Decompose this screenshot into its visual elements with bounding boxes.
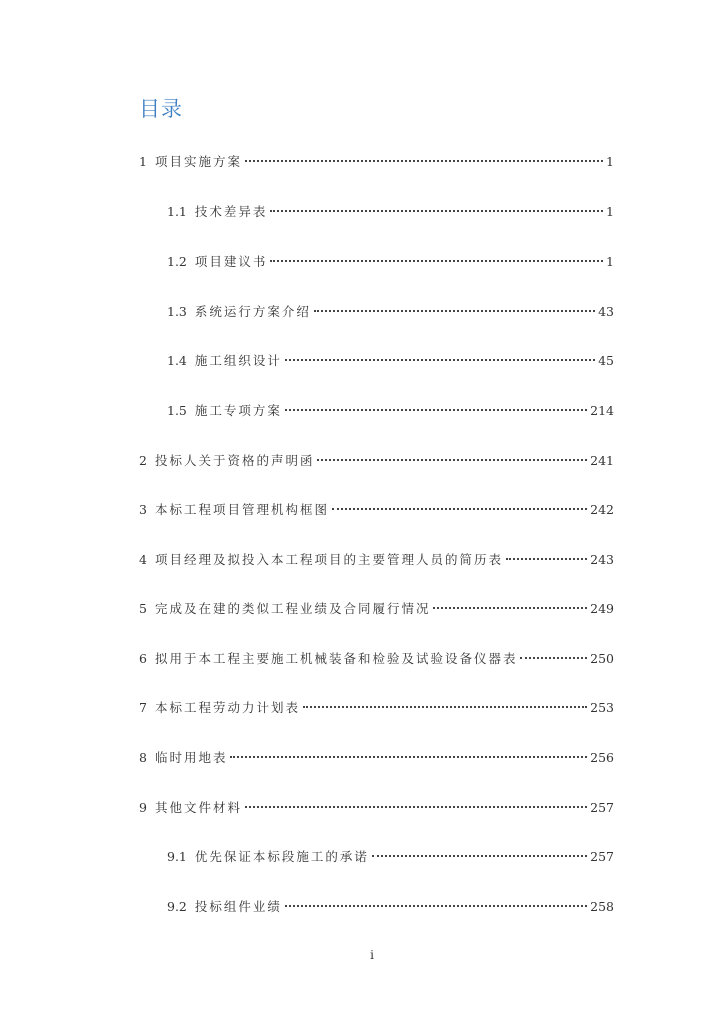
toc-entry-9-1[interactable]	[167, 847, 614, 867]
toc-entry-text: 拟用于本工程主要施工机械装备和检验及试验设备仪器表	[154, 651, 518, 666]
toc-title: 目录	[139, 97, 183, 121]
toc-entry-7[interactable]	[139, 698, 614, 718]
toc-entry-text: 项目经理及拟投入本工程项目的主要管理人员的简历表	[154, 552, 503, 567]
dot-leader	[285, 409, 587, 411]
toc-entry-page: 256	[590, 750, 614, 765]
dot-leader	[332, 508, 587, 510]
toc-entry-number: 2	[139, 453, 147, 468]
toc-entry-page: 243	[590, 552, 614, 567]
toc-entry-8[interactable]	[139, 748, 614, 768]
toc-entry-4[interactable]	[139, 550, 614, 570]
dot-leader	[433, 607, 587, 609]
toc-entry-text: 投标人关于资格的声明函	[154, 453, 315, 468]
toc-entry-number: 1.4	[167, 353, 187, 368]
dot-leader	[314, 310, 595, 312]
dot-leader	[317, 459, 587, 461]
toc-entry-page: 249	[590, 601, 614, 616]
toc-entry-page: 1	[606, 204, 614, 219]
dot-leader	[230, 756, 587, 758]
toc-entry-1-3[interactable]	[167, 302, 614, 322]
toc-entry-page: 258	[590, 899, 614, 914]
toc-entry-number: 1	[139, 154, 147, 169]
toc-entry-number: 8	[139, 750, 147, 765]
toc-entry-1-2[interactable]	[167, 252, 614, 272]
dot-leader	[245, 806, 587, 808]
toc-entry-1-4[interactable]	[167, 351, 614, 371]
toc-entry-number: 7	[139, 700, 147, 715]
toc-entry-text: 施工组织设计	[194, 353, 282, 368]
toc-entry-number: 1.2	[167, 254, 187, 269]
toc-entry-page: 214	[590, 403, 614, 418]
toc-entry-number: 6	[139, 651, 147, 666]
toc-entry-text: 系统运行方案介绍	[194, 304, 311, 319]
dot-leader	[372, 855, 587, 857]
toc-entry-page: 257	[590, 849, 614, 864]
toc-entry-number: 9.2	[167, 899, 187, 914]
toc-entry-page: 45	[598, 353, 614, 368]
toc-entry-text: 施工专项方案	[194, 403, 282, 418]
toc-entry-text: 本标工程项目管理机构框图	[154, 502, 329, 517]
toc-entry-page: 253	[590, 700, 614, 715]
toc-entry-1[interactable]	[139, 152, 614, 172]
dot-leader	[303, 706, 587, 708]
toc-entry-number: 9.1	[167, 849, 187, 864]
toc-entry-number: 4	[139, 552, 147, 567]
toc-entry-6[interactable]	[139, 649, 614, 669]
toc-entry-3[interactable]	[139, 500, 614, 520]
toc-entry-page: 242	[590, 502, 614, 517]
toc-entry-text: 投标组件业绩	[194, 899, 282, 914]
toc-entry-1-1[interactable]	[167, 202, 614, 222]
dot-leader	[270, 210, 603, 212]
toc-entry-text: 技术差异表	[194, 204, 268, 219]
toc-entry-text: 项目建议书	[194, 254, 268, 269]
toc-entry-5[interactable]	[139, 599, 614, 619]
toc-entry-1-5[interactable]	[167, 401, 614, 421]
page-number: i	[370, 948, 374, 962]
toc-entry-9[interactable]	[139, 798, 614, 818]
toc-entry-number: 1.1	[167, 204, 187, 219]
toc-entry-number: 5	[139, 601, 147, 616]
toc-entry-text: 本标工程劳动力计划表	[154, 700, 300, 715]
toc-entry-2[interactable]	[139, 451, 614, 471]
toc-entry-text: 优先保证本标段施工的承诺	[194, 849, 369, 864]
toc-entry-number: 1.3	[167, 304, 187, 319]
toc-entry-text: 项目实施方案	[154, 154, 242, 169]
dot-leader	[285, 359, 595, 361]
toc-entry-text: 完成及在建的类似工程业绩及合同履行情况	[154, 601, 431, 616]
dot-leader	[245, 160, 603, 162]
toc-entry-text: 其他文件材料	[154, 800, 242, 815]
dot-leader	[520, 657, 587, 659]
toc-entry-number: 1.5	[167, 403, 187, 418]
toc-entry-page: 43	[598, 304, 614, 319]
toc-entry-page: 257	[590, 800, 614, 815]
dot-leader	[506, 558, 587, 560]
toc-entry-number: 3	[139, 502, 147, 517]
dot-leader	[270, 260, 603, 262]
toc-entry-text: 临时用地表	[154, 750, 228, 765]
toc-entry-page: 250	[590, 651, 614, 666]
dot-leader	[285, 905, 587, 907]
toc-entry-number: 9	[139, 800, 147, 815]
toc-entry-9-2[interactable]	[167, 897, 614, 917]
toc-entry-page: 241	[590, 453, 614, 468]
toc-entry-page: 1	[606, 154, 614, 169]
toc-entry-page: 1	[606, 254, 614, 269]
